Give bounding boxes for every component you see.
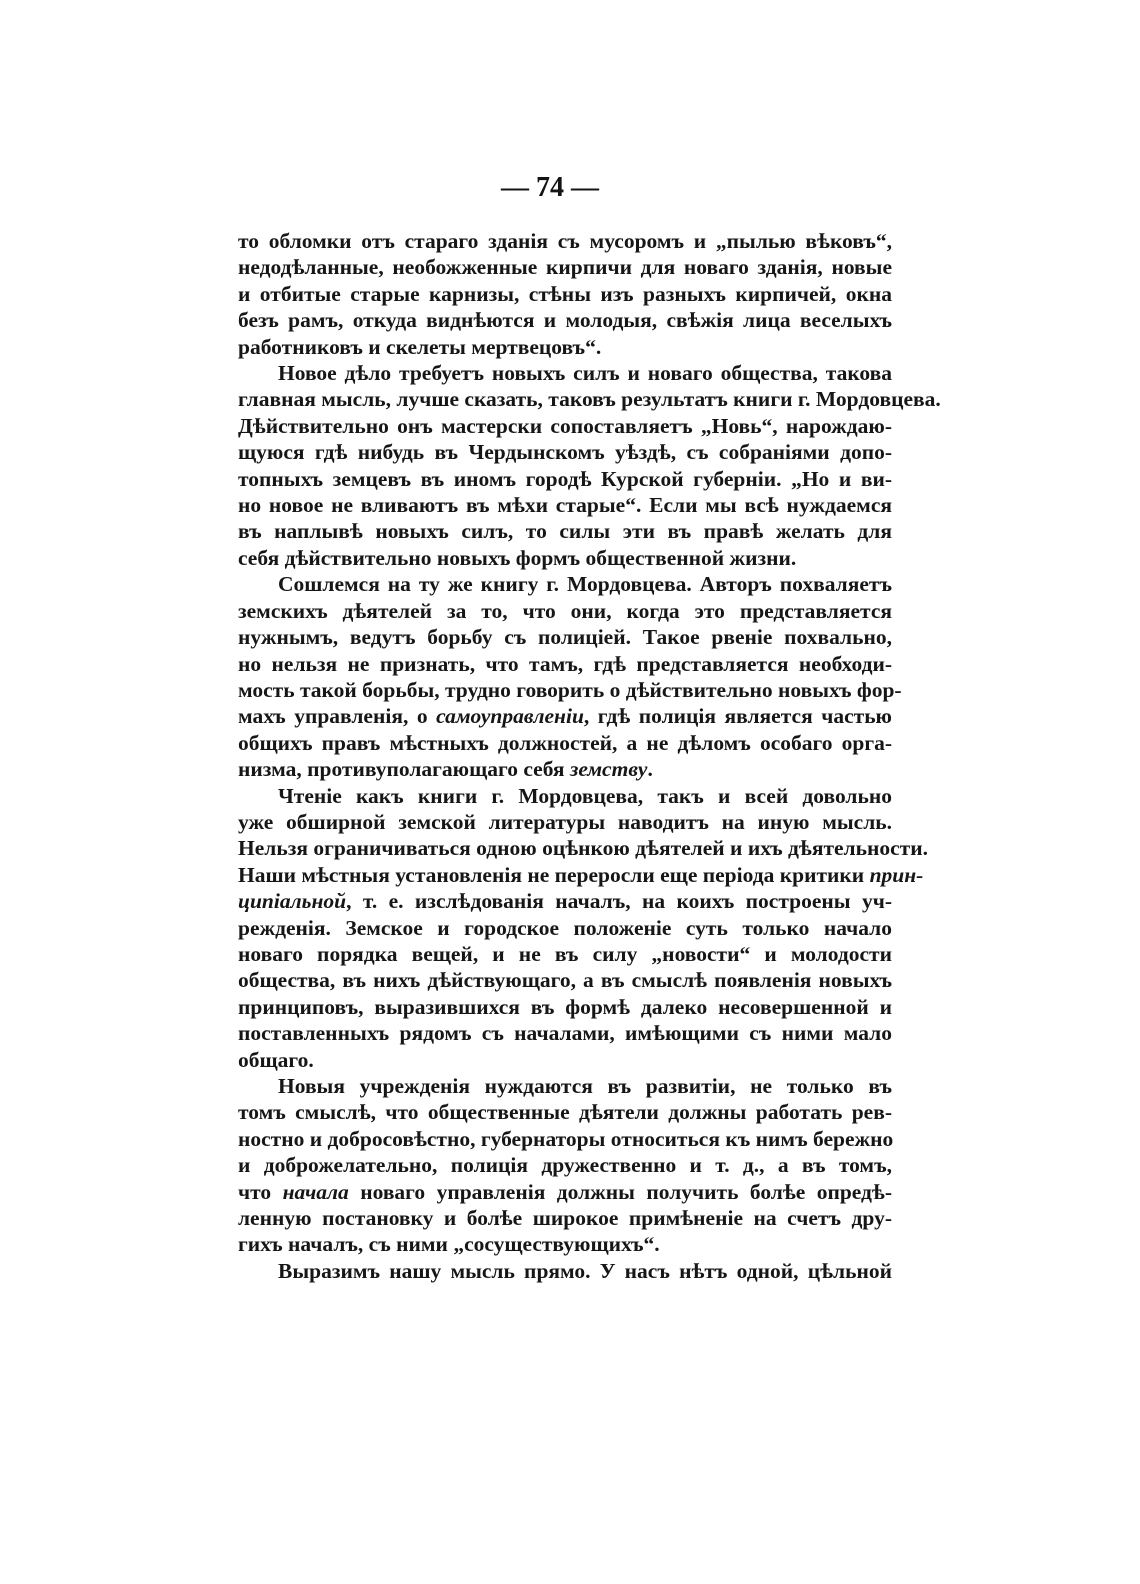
text-run: , т. е. изслѣдованія началъ, на коихъ построены уч- bbox=[346, 889, 892, 914]
text-line: поставленныхъ рядомъ съ началами, имѣющими съ ними мало bbox=[238, 1021, 892, 1046]
italic-run: ципіальной bbox=[238, 889, 347, 914]
text-line: недодѣланные, необожженные кирпичи для новаго зданія, новые bbox=[238, 255, 892, 280]
text-line: ленную постановку и болѣе широкое примѣненіе на счетъ дру- bbox=[238, 1206, 892, 1231]
text-line: себя дѣйствительно новыхъ формъ общественной жизни. bbox=[238, 545, 797, 570]
text-run: низма, противуполагающаго себя bbox=[238, 757, 570, 782]
text-line: общихъ правъ мѣстныхъ должностей, а не дѣломъ особаго орга- bbox=[238, 730, 892, 755]
text-line bbox=[238, 703, 892, 729]
text-line: главная мысль, лучше сказать, таковъ результатъ книги г. Мордовцева. bbox=[238, 387, 941, 412]
text-line: то обломки отъ стараго зданія съ мусоромъ и „пылью вѣковъ“, bbox=[238, 229, 892, 253]
text-run: , гдѣ полиція является частью bbox=[583, 704, 892, 729]
text-line: безъ рамъ, откуда виднѣются и молодыя, свѣжія лица веселыхъ bbox=[238, 308, 892, 333]
text-line: Новыя учрежденія нуждаются въ развитіи, не только въ bbox=[278, 1074, 892, 1098]
text-line bbox=[238, 756, 892, 782]
text-run: что bbox=[238, 1179, 283, 1204]
text-line: топныхъ земцевъ въ иномъ городѣ Курской губерніи. „Но и ви- bbox=[238, 466, 892, 491]
text-line: Нельзя ограничиваться одною оцѣнкою дѣятелей и ихъ дѣятельности. bbox=[238, 836, 928, 861]
text-line: щуюся гдѣ нибудь въ Чердынскомъ уѣздѣ, съ собраніями допо- bbox=[238, 440, 892, 465]
text-line: нужнымъ, ведутъ борьбу съ полиціей. Такое рвеніе похвально, bbox=[238, 625, 892, 650]
text-line: томъ смыслѣ, что общественные дѣятели должны работать рев- bbox=[238, 1100, 892, 1125]
text-line bbox=[238, 862, 924, 888]
text-line bbox=[238, 1179, 892, 1205]
text-line: гихъ началъ, съ ними „сосуществующихъ“. bbox=[238, 1232, 660, 1257]
italic-run: прин- bbox=[869, 862, 924, 887]
text-line: работниковъ и скелеты мертвецовъ“. bbox=[238, 334, 602, 359]
text-line: земскихъ дѣятелей за то, что они, когда это представляется bbox=[238, 598, 892, 623]
text-line: Сошлемся на ту же книгу г. Мордовцева. Авторъ похваляетъ bbox=[278, 572, 892, 597]
text-line bbox=[238, 888, 892, 914]
text-run: . bbox=[647, 757, 653, 782]
text-run: махъ управленія, о bbox=[238, 704, 437, 729]
text-line: Выразимъ нашу мысль прямо. У насъ нѣтъ одной, цѣльной bbox=[278, 1258, 892, 1283]
italic-run: самоуправленіи bbox=[436, 704, 584, 729]
text-line: и доброжелательно, полиція дружественно и т. д., а въ томъ, bbox=[238, 1153, 892, 1178]
text-line: новаго порядка вещей, и не въ силу „новости“ и молодости bbox=[238, 941, 892, 966]
page-number: — 74 — bbox=[501, 172, 599, 203]
text-line: уже обширной земской литературы наводитъ на иную мысль. bbox=[238, 809, 892, 834]
text-line: общаго. bbox=[238, 1047, 314, 1072]
text-line: Дѣйствительно онъ мастерски сопоставляетъ „Новь“, нарождаю- bbox=[238, 413, 892, 438]
text-line: общества, въ нихъ дѣйствующаго, а въ смыслѣ появленія новыхъ bbox=[238, 968, 892, 993]
text-line: мость такой борьбы, трудно говорить о дѣйствительно новыхъ фор- bbox=[238, 677, 902, 702]
text-line: Чтеніе какъ книги г. Мордовцева, такъ и всей довольно bbox=[278, 783, 892, 808]
text-line: принциповъ, выразившихся въ формѣ далеко несовершенной и bbox=[238, 994, 892, 1019]
text-line: и отбитые старые карнизы, стѣны изъ разныхъ кирпичей, окна bbox=[238, 281, 892, 306]
text-line: въ наплывѣ новыхъ силъ, то силы эти въ правѣ желать для bbox=[238, 519, 892, 544]
text-line: но новое не вливаютъ въ мѣхи старые“. Если мы всѣ нуждаемся bbox=[238, 493, 892, 518]
text-line: ностно и добросовѣстно, губернаторы относиться къ нимъ бережно bbox=[238, 1126, 894, 1151]
text-line: Новое дѣло требуетъ новыхъ силъ и новаго общества, такова bbox=[278, 361, 892, 386]
italic-run: земству bbox=[569, 757, 648, 782]
italic-run: начала bbox=[282, 1179, 349, 1204]
text-run: новаго управленія должны получить болѣе опредѣ- bbox=[348, 1179, 892, 1204]
body-text bbox=[238, 228, 941, 1284]
text-line: режденія. Земское и городское положеніе суть только начало bbox=[238, 915, 892, 940]
text-run: Наши мѣстныя установленія не переросли еще періода критики bbox=[238, 862, 870, 887]
text-line: но нельзя не признать, что тамъ, гдѣ представляется необходи- bbox=[238, 651, 892, 676]
